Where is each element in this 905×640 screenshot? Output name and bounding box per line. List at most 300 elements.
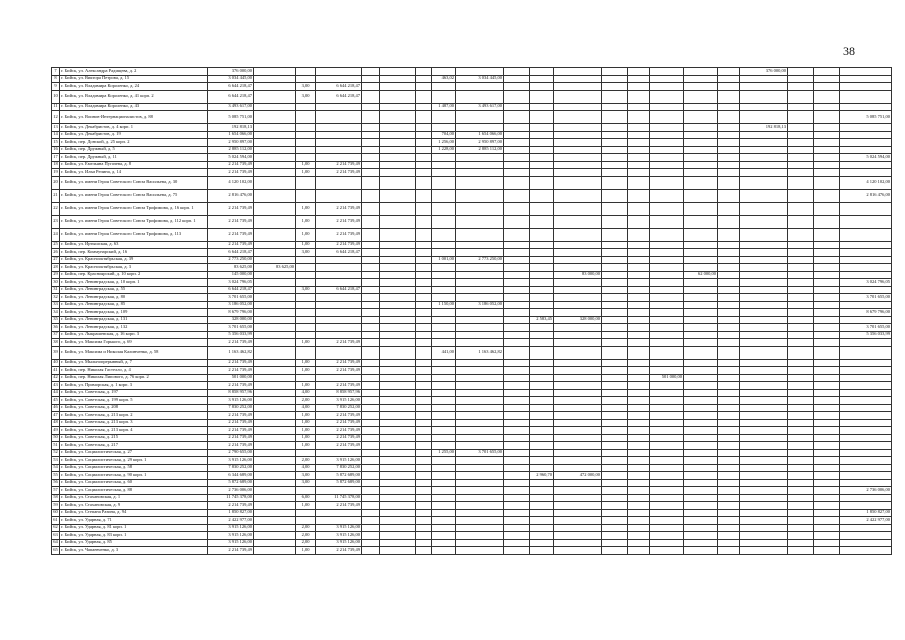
value-cell-col-21: 1 850 827,00 (840, 509, 892, 517)
address-cell: г. Бийск, ул. Стахановская, д. 1 (60, 494, 208, 502)
value-cell-col-9 (456, 502, 504, 510)
value-cell-col-20 (814, 331, 840, 339)
value-cell-col-14 (628, 309, 650, 317)
value-cell-col-13 (602, 442, 628, 450)
value-cell-col-7 (416, 374, 432, 382)
value-cell-col-12 (554, 339, 602, 347)
value-cell-col-18 (740, 103, 788, 111)
table-row (52, 294, 892, 302)
value-cell-col-7 (416, 479, 432, 487)
value-cell-col-9 (456, 419, 504, 427)
row-number: 60 (52, 509, 60, 517)
value-cell-col-17 (718, 324, 740, 332)
value-cell-col-16 (684, 241, 718, 249)
value-cell-col-2 (254, 271, 296, 279)
value-cell-col-14 (628, 68, 650, 76)
value-cell-col-21 (840, 241, 892, 249)
total-cost-cell: 1 850 827,00 (208, 509, 254, 517)
value-cell-col-11 (530, 83, 554, 91)
value-cell-col-6 (380, 124, 416, 132)
value-cell-col-5 (362, 169, 380, 177)
value-cell-col-17 (718, 264, 740, 272)
value-cell-col-9 (456, 339, 504, 347)
value-cell-col-10 (504, 124, 530, 132)
value-cell-col-17 (718, 532, 740, 540)
value-cell-col-4 (316, 68, 362, 76)
value-cell-col-5 (362, 346, 380, 359)
value-cell-col-16 (684, 339, 718, 347)
value-cell-col-4: 7 830 252,00 (316, 464, 362, 472)
value-cell-col-10 (504, 324, 530, 332)
value-cell-col-16 (684, 472, 718, 480)
value-cell-col-7 (416, 75, 432, 83)
table-row (52, 286, 892, 294)
value-cell-col-21 (840, 90, 892, 103)
value-cell-col-14 (628, 294, 650, 302)
value-cell-col-13 (602, 90, 628, 103)
value-cell-col-6 (380, 83, 416, 91)
value-cell-col-11 (530, 309, 554, 317)
value-cell-col-19 (788, 111, 814, 124)
value-cell-col-18 (740, 509, 788, 517)
value-cell-col-11 (530, 339, 554, 347)
row-number: 44 (52, 389, 60, 397)
value-cell-col-19 (788, 434, 814, 442)
value-cell-col-16 (684, 324, 718, 332)
value-cell-col-13 (602, 161, 628, 169)
table-row (52, 397, 892, 405)
value-cell-col-5 (362, 286, 380, 294)
value-cell-col-15 (650, 412, 684, 420)
value-cell-col-18 (740, 169, 788, 177)
total-cost-cell: 3 915 126,00 (208, 524, 254, 532)
value-cell-col-6 (380, 374, 416, 382)
value-cell-col-13 (602, 75, 628, 83)
value-cell-col-17 (718, 256, 740, 264)
row-number: 33 (52, 301, 60, 309)
value-cell-col-20 (814, 241, 840, 249)
value-cell-col-4: 6 644 218,47 (316, 83, 362, 91)
row-number: 29 (52, 271, 60, 279)
value-cell-col-13 (602, 547, 628, 555)
value-cell-col-5 (362, 264, 380, 272)
value-cell-col-12 (554, 487, 602, 495)
value-cell-col-2 (254, 404, 296, 412)
row-number: 41 (52, 367, 60, 375)
value-cell-col-8 (432, 169, 456, 177)
value-cell-col-10 (504, 397, 530, 405)
row-number: 23 (52, 215, 60, 228)
value-cell-col-3: 1,00 (296, 419, 316, 427)
value-cell-col-8 (432, 324, 456, 332)
table-row (52, 111, 892, 124)
value-cell-col-12 (554, 374, 602, 382)
value-cell-col-8 (432, 367, 456, 375)
total-cost-cell: 7 830 252,00 (208, 404, 254, 412)
table-row (52, 524, 892, 532)
value-cell-col-4: 2 214 739,49 (316, 502, 362, 510)
value-cell-col-13 (602, 449, 628, 457)
value-cell-col-11 (530, 517, 554, 525)
value-cell-col-17 (718, 502, 740, 510)
value-cell-col-21 (840, 161, 892, 169)
row-number: 19 (52, 169, 60, 177)
row-number: 50 (52, 434, 60, 442)
value-cell-col-5 (362, 146, 380, 154)
value-cell-col-17 (718, 517, 740, 525)
value-cell-col-15 (650, 316, 684, 324)
value-cell-col-13 (602, 487, 628, 495)
value-cell-col-15 (650, 331, 684, 339)
value-cell-col-12 (554, 442, 602, 450)
value-cell-col-6 (380, 286, 416, 294)
value-cell-col-13 (602, 301, 628, 309)
value-cell-col-9 (456, 397, 504, 405)
value-cell-col-12 (554, 539, 602, 547)
total-cost-cell: 2 422 977,00 (208, 517, 254, 525)
value-cell-col-3 (296, 103, 316, 111)
value-cell-col-9 (456, 539, 504, 547)
row-number: 45 (52, 397, 60, 405)
value-cell-col-15 (650, 264, 684, 272)
table-row (52, 249, 892, 257)
value-cell-col-16 (684, 68, 718, 76)
value-cell-col-5 (362, 90, 380, 103)
value-cell-col-8 (432, 241, 456, 249)
value-cell-col-3 (296, 449, 316, 457)
value-cell-col-11 (530, 359, 554, 367)
value-cell-col-12 (554, 324, 602, 332)
total-cost-cell: 6 644 218,47 (208, 286, 254, 294)
value-cell-col-4: 2 214 739,49 (316, 359, 362, 367)
total-cost-cell: 2 790 655,00 (208, 449, 254, 457)
value-cell-col-7 (416, 169, 432, 177)
value-cell-col-9 (456, 90, 504, 103)
value-cell-col-19 (788, 139, 814, 147)
address-cell: г. Бийск, ул. Чапаевченко, д. 3 (60, 547, 208, 555)
address-cell: г. Бийск, ул. Ленинградская, д. 132 (60, 324, 208, 332)
value-cell-col-10 (504, 449, 530, 457)
value-cell-col-4 (316, 509, 362, 517)
table-row (52, 189, 892, 202)
value-cell-col-15 (650, 279, 684, 287)
value-cell-col-14 (628, 472, 650, 480)
value-cell-col-10 (504, 374, 530, 382)
value-cell-col-6 (380, 316, 416, 324)
value-cell-col-11 (530, 434, 554, 442)
value-cell-col-18 (740, 202, 788, 215)
value-cell-col-19 (788, 472, 814, 480)
value-cell-col-3: 1,00 (296, 241, 316, 249)
value-cell-col-20 (814, 83, 840, 91)
row-number: 64 (52, 539, 60, 547)
value-cell-col-9 (456, 412, 504, 420)
value-cell-col-18 (740, 404, 788, 412)
value-cell-col-4: 6 644 218,47 (316, 286, 362, 294)
table-row (52, 389, 892, 397)
address-cell: г. Бийск, ул. имени Героя Советского Союза Трофимова, д. 16 корп. 1 (60, 202, 208, 215)
value-cell-col-6 (380, 457, 416, 465)
value-cell-col-20 (814, 339, 840, 347)
value-cell-col-6 (380, 427, 416, 435)
value-cell-col-10 (504, 215, 530, 228)
value-cell-col-15 (650, 256, 684, 264)
value-cell-col-11 (530, 427, 554, 435)
value-cell-col-11 (530, 271, 554, 279)
value-cell-col-7 (416, 412, 432, 420)
value-cell-col-16 (684, 442, 718, 450)
total-cost-cell: 2 214 739,49 (208, 502, 254, 510)
value-cell-col-13 (602, 202, 628, 215)
value-cell-col-20 (814, 509, 840, 517)
value-cell-col-18 (740, 111, 788, 124)
value-cell-col-8 (432, 464, 456, 472)
value-cell-col-6 (380, 346, 416, 359)
address-cell: г. Бийск, ул. Ударная, д. 83 корп. 1 (60, 532, 208, 540)
row-number: 25 (52, 241, 60, 249)
value-cell-col-7 (416, 154, 432, 162)
value-cell-col-8 (432, 124, 456, 132)
value-cell-col-2 (254, 346, 296, 359)
value-cell-col-8 (432, 532, 456, 540)
value-cell-col-17 (718, 472, 740, 480)
value-cell-col-4 (316, 111, 362, 124)
total-cost-cell: 7 830 252,00 (208, 464, 254, 472)
value-cell-col-16 (684, 124, 718, 132)
value-cell-col-2 (254, 249, 296, 257)
value-cell-col-3 (296, 374, 316, 382)
value-cell-col-4 (316, 124, 362, 132)
value-cell-col-20 (814, 256, 840, 264)
value-cell-col-2 (254, 169, 296, 177)
total-cost-cell: 2 214 739,49 (208, 169, 254, 177)
row-number: 47 (52, 412, 60, 420)
value-cell-col-9 (456, 427, 504, 435)
value-cell-col-15 (650, 309, 684, 317)
value-cell-col-16 (684, 547, 718, 555)
value-cell-col-7 (416, 228, 432, 241)
value-cell-col-17 (718, 427, 740, 435)
value-cell-col-3 (296, 487, 316, 495)
value-cell-col-14 (628, 146, 650, 154)
row-number: 13 (52, 124, 60, 132)
value-cell-col-19 (788, 427, 814, 435)
value-cell-col-2 (254, 68, 296, 76)
value-cell-col-19 (788, 524, 814, 532)
value-cell-col-2 (254, 494, 296, 502)
value-cell-col-16 (684, 146, 718, 154)
value-cell-col-15 (650, 472, 684, 480)
total-cost-cell: 2 816 476,00 (208, 189, 254, 202)
value-cell-col-2 (254, 374, 296, 382)
value-cell-col-2 (254, 457, 296, 465)
value-cell-col-21 (840, 472, 892, 480)
value-cell-col-20 (814, 479, 840, 487)
value-cell-col-9 (456, 309, 504, 317)
row-number: 51 (52, 442, 60, 450)
value-cell-col-18 (740, 547, 788, 555)
address-cell: г. Бийск, ул. Краснооктябрьская, д. 39 (60, 256, 208, 264)
value-cell-col-19 (788, 502, 814, 510)
value-cell-col-5 (362, 103, 380, 111)
value-cell-col-19 (788, 286, 814, 294)
value-cell-col-3: 1,00 (296, 161, 316, 169)
value-cell-col-14 (628, 434, 650, 442)
value-cell-col-12 (554, 301, 602, 309)
address-cell: г. Бийск, ул. Советская, д. 199 корп. 5 (60, 397, 208, 405)
value-cell-col-17 (718, 294, 740, 302)
value-cell-col-18 (740, 189, 788, 202)
value-cell-col-14 (628, 412, 650, 420)
value-cell-col-5 (362, 397, 380, 405)
value-cell-col-16 (684, 509, 718, 517)
value-cell-col-12 (554, 404, 602, 412)
value-cell-col-2 (254, 464, 296, 472)
value-cell-col-6 (380, 397, 416, 405)
value-cell-col-8 (432, 215, 456, 228)
value-cell-col-19 (788, 75, 814, 83)
value-cell-col-9 (456, 374, 504, 382)
value-cell-col-6 (380, 75, 416, 83)
value-cell-col-3 (296, 517, 316, 525)
value-cell-col-2 (254, 442, 296, 450)
value-cell-col-8: 1 256,00 (432, 139, 456, 147)
value-cell-col-18 (740, 139, 788, 147)
page-number: 38 (843, 44, 855, 58)
address-cell: г. Бийск, ул. Советская, д. 215 (60, 434, 208, 442)
value-cell-col-9 (456, 249, 504, 257)
value-cell-col-12 (554, 509, 602, 517)
value-cell-col-4: 2 214 739,49 (316, 419, 362, 427)
value-cell-col-5 (362, 316, 380, 324)
table-row (52, 75, 892, 83)
value-cell-col-2 (254, 189, 296, 202)
value-cell-col-3: 1,00 (296, 169, 316, 177)
value-cell-col-14 (628, 449, 650, 457)
value-cell-col-7 (416, 103, 432, 111)
value-cell-col-7 (416, 124, 432, 132)
value-cell-col-20 (814, 228, 840, 241)
value-cell-col-16 (684, 367, 718, 375)
address-cell: г. Бийск, ул. Владимира Короленко, д. 41 корп. 2 (60, 90, 208, 103)
value-cell-col-18 (740, 524, 788, 532)
table-row (52, 154, 892, 162)
value-cell-col-9 (456, 532, 504, 540)
value-cell-col-11 (530, 397, 554, 405)
value-cell-col-5 (362, 457, 380, 465)
address-cell: г. Бийск, ул. Социалистическая, д. 88 (60, 487, 208, 495)
value-cell-col-8: 463,02 (432, 75, 456, 83)
value-cell-col-8 (432, 457, 456, 465)
value-cell-col-5 (362, 532, 380, 540)
value-cell-col-19 (788, 494, 814, 502)
value-cell-col-19 (788, 301, 814, 309)
value-cell-col-19 (788, 464, 814, 472)
value-cell-col-21 (840, 139, 892, 147)
value-cell-col-19 (788, 359, 814, 367)
value-cell-col-17 (718, 374, 740, 382)
value-cell-col-15 (650, 449, 684, 457)
value-cell-col-3 (296, 139, 316, 147)
value-cell-col-7 (416, 202, 432, 215)
value-cell-col-7 (416, 83, 432, 91)
value-cell-col-18 (740, 75, 788, 83)
value-cell-col-4: 2 214 739,49 (316, 547, 362, 555)
value-cell-col-10 (504, 286, 530, 294)
value-cell-col-6 (380, 412, 416, 420)
value-cell-col-13 (602, 427, 628, 435)
value-cell-col-6 (380, 279, 416, 287)
address-cell: г. Бийск, ул. Социалистическая, д. 29 корп. 1 (60, 457, 208, 465)
value-cell-col-15 (650, 139, 684, 147)
value-cell-col-3 (296, 279, 316, 287)
value-cell-col-20 (814, 502, 840, 510)
value-cell-col-6 (380, 301, 416, 309)
value-cell-col-8 (432, 404, 456, 412)
value-cell-col-9: 3 493 617,00 (456, 103, 504, 111)
address-cell: г. Бийск, ул. имени Героя Советского Союза Трофимова, д. 112 корп. 1 (60, 215, 208, 228)
value-cell-col-12 (554, 169, 602, 177)
value-cell-col-19 (788, 442, 814, 450)
value-cell-col-14 (628, 374, 650, 382)
address-cell: г. Бийск, ул. Воинов-Интернационалистов, д. 88 (60, 111, 208, 124)
value-cell-col-13 (602, 68, 628, 76)
value-cell-col-16 (684, 249, 718, 257)
value-cell-col-4: 3 915 126,00 (316, 524, 362, 532)
value-cell-col-8 (432, 472, 456, 480)
value-cell-col-12 (554, 264, 602, 272)
value-cell-col-4 (316, 301, 362, 309)
value-cell-col-3: 1,00 (296, 412, 316, 420)
value-cell-col-2 (254, 154, 296, 162)
value-cell-col-3: 1,00 (296, 502, 316, 510)
table-row (52, 346, 892, 359)
value-cell-col-3 (296, 264, 316, 272)
value-cell-col-8 (432, 161, 456, 169)
value-cell-col-13 (602, 241, 628, 249)
value-cell-col-20 (814, 111, 840, 124)
value-cell-col-7 (416, 316, 432, 324)
value-cell-col-10 (504, 404, 530, 412)
value-cell-col-13 (602, 264, 628, 272)
table-row (52, 539, 892, 547)
value-cell-col-4: 2 214 739,49 (316, 169, 362, 177)
value-cell-col-13 (602, 412, 628, 420)
value-cell-col-21: 3 701 655,00 (840, 294, 892, 302)
row-number: 55 (52, 472, 60, 480)
value-cell-col-4 (316, 271, 362, 279)
value-cell-col-10 (504, 90, 530, 103)
value-cell-col-17 (718, 286, 740, 294)
value-cell-col-21 (840, 404, 892, 412)
value-cell-col-18 (740, 487, 788, 495)
total-cost-cell: 8 858 957,96 (208, 389, 254, 397)
address-cell: г. Бийск, ул. Мыльнопрерывный, д. 7 (60, 359, 208, 367)
value-cell-col-19 (788, 241, 814, 249)
value-cell-col-5 (362, 547, 380, 555)
value-cell-col-3 (296, 154, 316, 162)
value-cell-col-17 (718, 524, 740, 532)
value-cell-col-5 (362, 427, 380, 435)
value-cell-col-7 (416, 271, 432, 279)
value-cell-col-14 (628, 339, 650, 347)
value-cell-col-17 (718, 367, 740, 375)
value-cell-col-20 (814, 68, 840, 76)
row-number: 15 (52, 139, 60, 147)
value-cell-col-3 (296, 331, 316, 339)
value-cell-col-9 (456, 434, 504, 442)
value-cell-col-15 (650, 457, 684, 465)
